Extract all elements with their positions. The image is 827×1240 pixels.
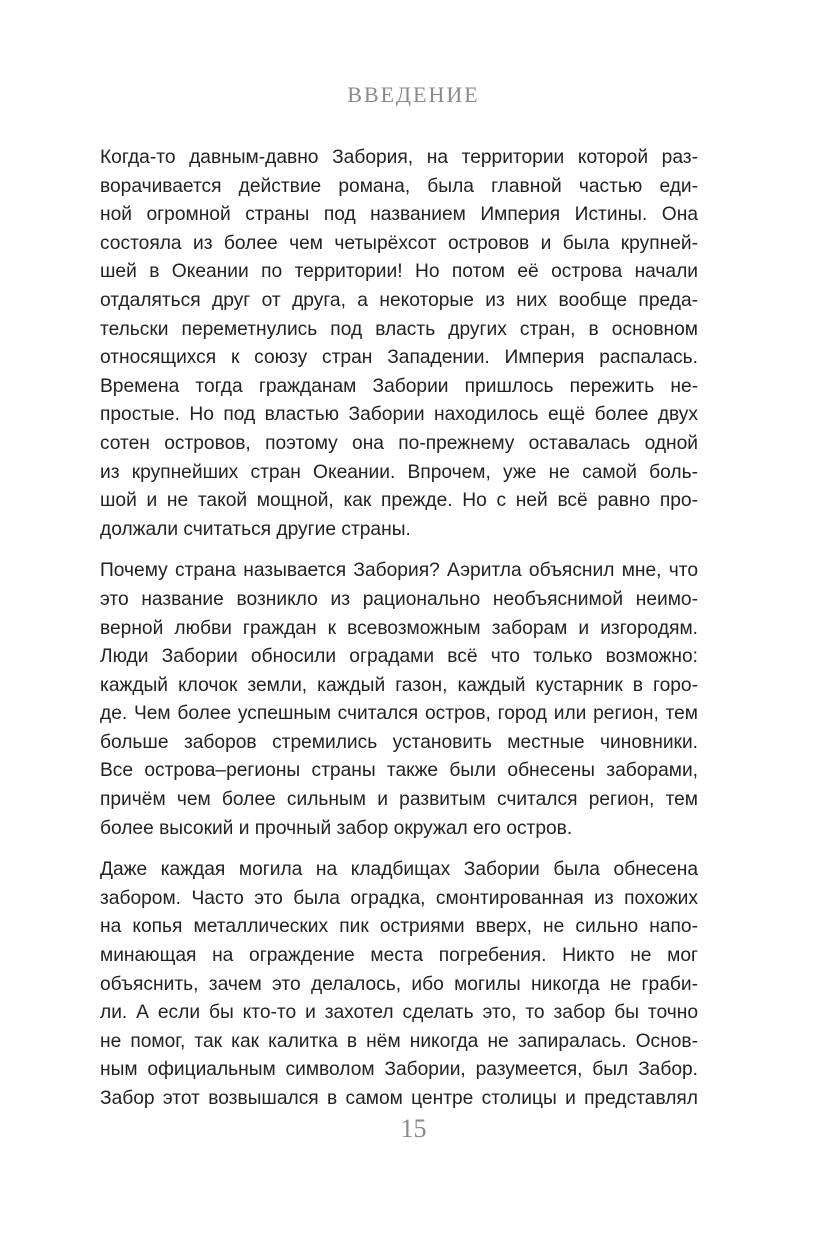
text-line: причём чем более сильным и развитым считался регион, тем bbox=[100, 789, 698, 811]
paragraph-2 bbox=[100, 557, 698, 843]
text-line: относящихся к союзу стран Западении. Империя распалась. bbox=[100, 347, 698, 369]
text-line: каждый клочок земли, каждый газон, каждый кустарник в горо- bbox=[100, 674, 698, 696]
text-line: состояла из более чем четырёхсот островов и была крупней- bbox=[100, 232, 698, 254]
text-line: Люди Забории обносили оградами всё что только возможно: bbox=[100, 646, 698, 668]
text-line: забором. Часто это была оградка, смонтированная из похожих bbox=[100, 887, 698, 909]
text-line: более высокий и прочный забор окружал его остров. bbox=[100, 817, 573, 839]
text-line: не помог, так как калитка в нём никогда не запиралась. Основ- bbox=[100, 1030, 698, 1052]
text-line: ворачивается действие романа, была главной частью еди- bbox=[100, 175, 698, 197]
text-line: де. Чем более успешным считался остров, город или регион, тем bbox=[100, 703, 698, 725]
text-line: сотен островов, поэтому она по-прежнему оставалась одной bbox=[100, 432, 698, 454]
paragraph-3 bbox=[100, 856, 698, 1113]
body-text bbox=[100, 144, 698, 1127]
text-line: из крупнейших стран Океании. Впрочем, уже не самой боль- bbox=[100, 461, 698, 483]
text-line: отдаляться друг от друга, а некоторые из них вообще преда- bbox=[100, 289, 698, 311]
text-line: Времена тогда гражданам Забории пришлось пережить не- bbox=[100, 375, 698, 397]
text-line: шой и не такой мощной, как прежде. Но с ней всё равно про- bbox=[100, 490, 698, 512]
text-line: объяснить, зачем это делалось, ибо могилы никогда не граби- bbox=[100, 973, 698, 995]
text-line: ным официальным символом Забории, разумеется, был Забор. bbox=[100, 1059, 698, 1081]
text-line: тельски переметнулись под власть других стран, в основном bbox=[100, 318, 698, 340]
text-line: Забор этот возвышался в самом центре столицы и представлял bbox=[100, 1088, 698, 1109]
text-line: шей в Океании по территории! Но потом её острова начали bbox=[100, 261, 698, 283]
text-line: больше заборов стремились установить местные чиновники. bbox=[100, 731, 698, 753]
text-line: ной огромной страны под названием Империя Истины. Она bbox=[100, 204, 698, 226]
paragraph-1 bbox=[100, 144, 698, 544]
text-line: минающая на ограждение места погребения. Никто не мог bbox=[100, 945, 698, 967]
text-line: Почему страна называется Забория? Аэритла объяснил мне, что bbox=[100, 560, 698, 582]
running-header: ВВЕДЕНИЕ bbox=[347, 82, 480, 107]
text-line: на копья металлических пик остриями вверх, не сильно напо- bbox=[100, 916, 698, 938]
page-number: 15 bbox=[400, 1114, 427, 1143]
text-line: ли. А если бы кто-то и захотел сделать это, то забор бы точно bbox=[100, 1002, 698, 1024]
text-line: простые. Но под властью Забории находилось ещё более двух bbox=[100, 404, 698, 426]
text-line: Все острова–регионы страны также были обнесены заборами, bbox=[100, 760, 698, 782]
text-line: Даже каждая могила на кладбищах Забории была обнесена bbox=[100, 859, 698, 881]
text-line: Когда-то давным-давно Забория, на территории которой раз- bbox=[100, 147, 698, 168]
text-line: верной любви граждан к всевозможным заборам и изгородям. bbox=[100, 617, 698, 639]
text-line: это название возникло из рационально необъяснимой неимо- bbox=[100, 588, 698, 610]
text-line: должали считаться другие страны. bbox=[100, 518, 411, 540]
